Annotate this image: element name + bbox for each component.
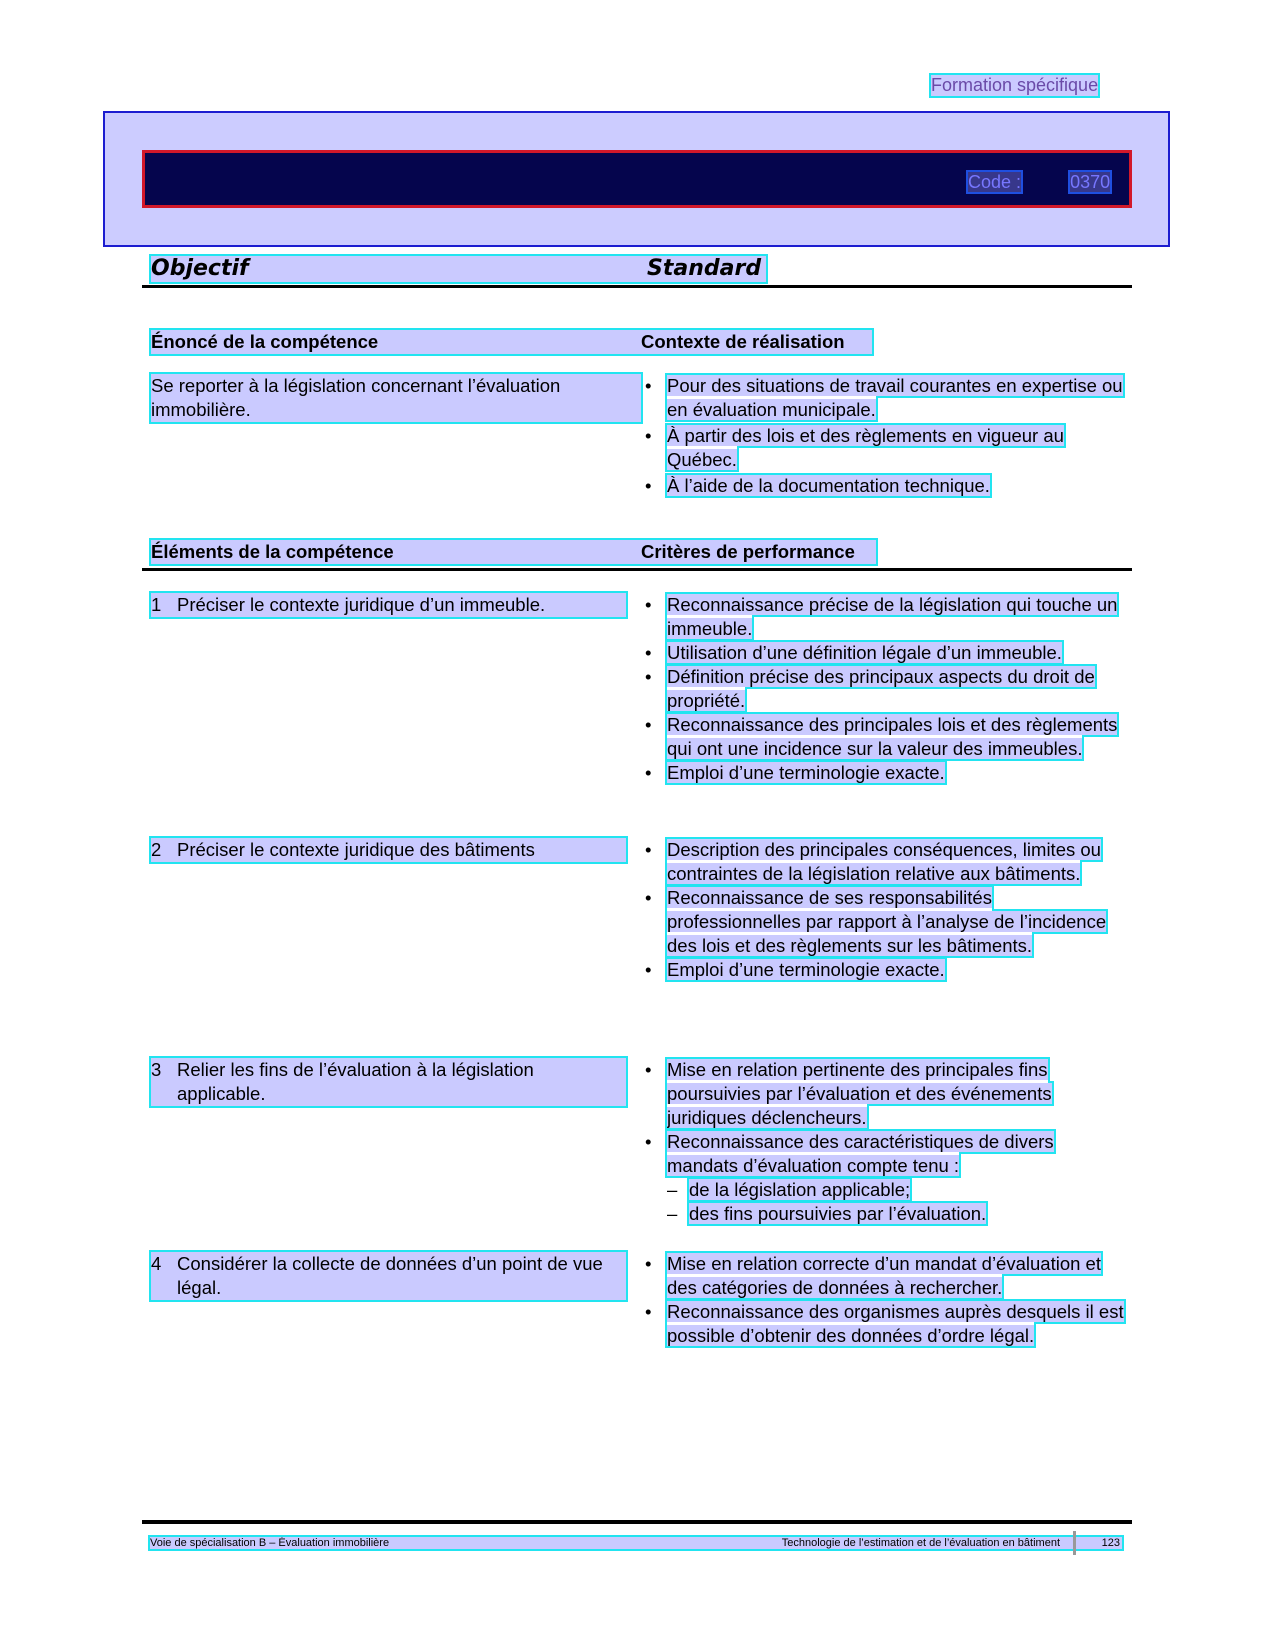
list-item: • Reconnaissance des organismes auprès desquels il est possible d’obtenir des données d’ordre légal.	[645, 1300, 1125, 1348]
competency-statement: Se reporter à la législation concernant l’évaluation immobilière.	[151, 374, 641, 422]
list-item: • Emploi d’une terminologie exacte.	[645, 761, 1125, 785]
element-4: 4 Considérer la collecte de données d’un point de vue légal.	[151, 1252, 626, 1300]
sub-list-item: – de la législation applicable;	[667, 1178, 1125, 1202]
page-footer	[150, 1537, 1122, 1549]
element-3: 3 Relier les fins de l’évaluation à la législation applicable.	[151, 1058, 626, 1106]
list-item: • Reconnaissance des principales lois et des règlements qui ont une incidence sur la valeur des immeubles.	[645, 713, 1125, 761]
standard-heading: Standard	[647, 256, 762, 281]
list-item: • À l’aide de la documentation technique.	[645, 474, 1125, 498]
list-item: • Emploi d’une terminologie exacte.	[645, 958, 1125, 982]
statement-heading-bar	[151, 330, 872, 354]
program-label: Formation spécifique	[931, 75, 1099, 95]
list-item: • Mise en relation correcte d’un mandat d’évaluation et des catégories de données à rechercher.	[645, 1252, 1125, 1300]
criteria-heading: Critères de performance	[641, 541, 855, 562]
sub-list-item: – des fins poursuivies par l’évaluation.	[667, 1202, 1125, 1226]
footer-rule	[142, 1520, 1132, 1524]
footer-divider	[1073, 1531, 1076, 1555]
list-item: • Mise en relation pertinente des principales fins poursuivies par l’évaluation et des événements juridiques déclencheurs.	[645, 1058, 1125, 1130]
list-item: • Reconnaissance de ses responsabilités professionnelles par rapport à l’analyse de l’incidence des lois et des règlements sur les bâtiments.	[645, 886, 1125, 958]
list-item: • Reconnaissance précise de la législation qui touche un immeuble.	[645, 593, 1125, 641]
context-heading: Contexte de réalisation	[641, 331, 845, 352]
objective-heading-bar	[151, 256, 766, 282]
list-item: • Pour des situations de travail courantes en expertise ou en évaluation municipale.	[645, 374, 1125, 422]
footer-left: Voie de spécialisation B – Évaluation immobilière	[150, 1537, 390, 1549]
element-1: 1 Préciser le contexte juridique d’un immeuble.	[151, 593, 626, 617]
list-item: • À partir des lois et des règlements en vigueur au Québec.	[645, 424, 1125, 472]
list-item: • Description des principales conséquences, limites ou contraintes de la législation relative aux bâtiments.	[645, 838, 1125, 886]
criteria-3	[645, 1058, 1125, 1226]
page-number: 123	[1101, 1537, 1120, 1549]
elements-heading: Éléments de la compétence	[151, 541, 394, 562]
statement-heading: Énoncé de la compétence	[151, 331, 379, 352]
code-label: Code :	[968, 172, 1022, 192]
criteria-1	[645, 593, 1125, 785]
list-item: • Définition précise des principaux aspects du droit de propriété.	[645, 665, 1125, 713]
list-item: • Utilisation d’une définition légale d’un immeuble.	[645, 641, 1125, 665]
criteria-2	[645, 838, 1125, 982]
footer-right: Technologie de l’estimation et de l’évaluation en bâtiment	[781, 1537, 1060, 1549]
list-item: • Reconnaissance des caractéristiques de divers mandats d’évaluation compte tenu : – de la législation applicable; – des fins poursuivies par l’évaluation.	[645, 1130, 1125, 1226]
code-value: 0370	[1070, 172, 1111, 192]
course-code	[968, 172, 1110, 193]
elements-rule	[142, 568, 1132, 571]
heading-rule	[142, 285, 1132, 288]
criteria-4	[645, 1252, 1125, 1348]
element-2: 2 Préciser le contexte juridique des bâtiments	[151, 838, 626, 862]
context-list	[645, 374, 1125, 498]
elements-heading-bar	[151, 540, 876, 564]
objective-heading: Objectif	[151, 256, 249, 281]
